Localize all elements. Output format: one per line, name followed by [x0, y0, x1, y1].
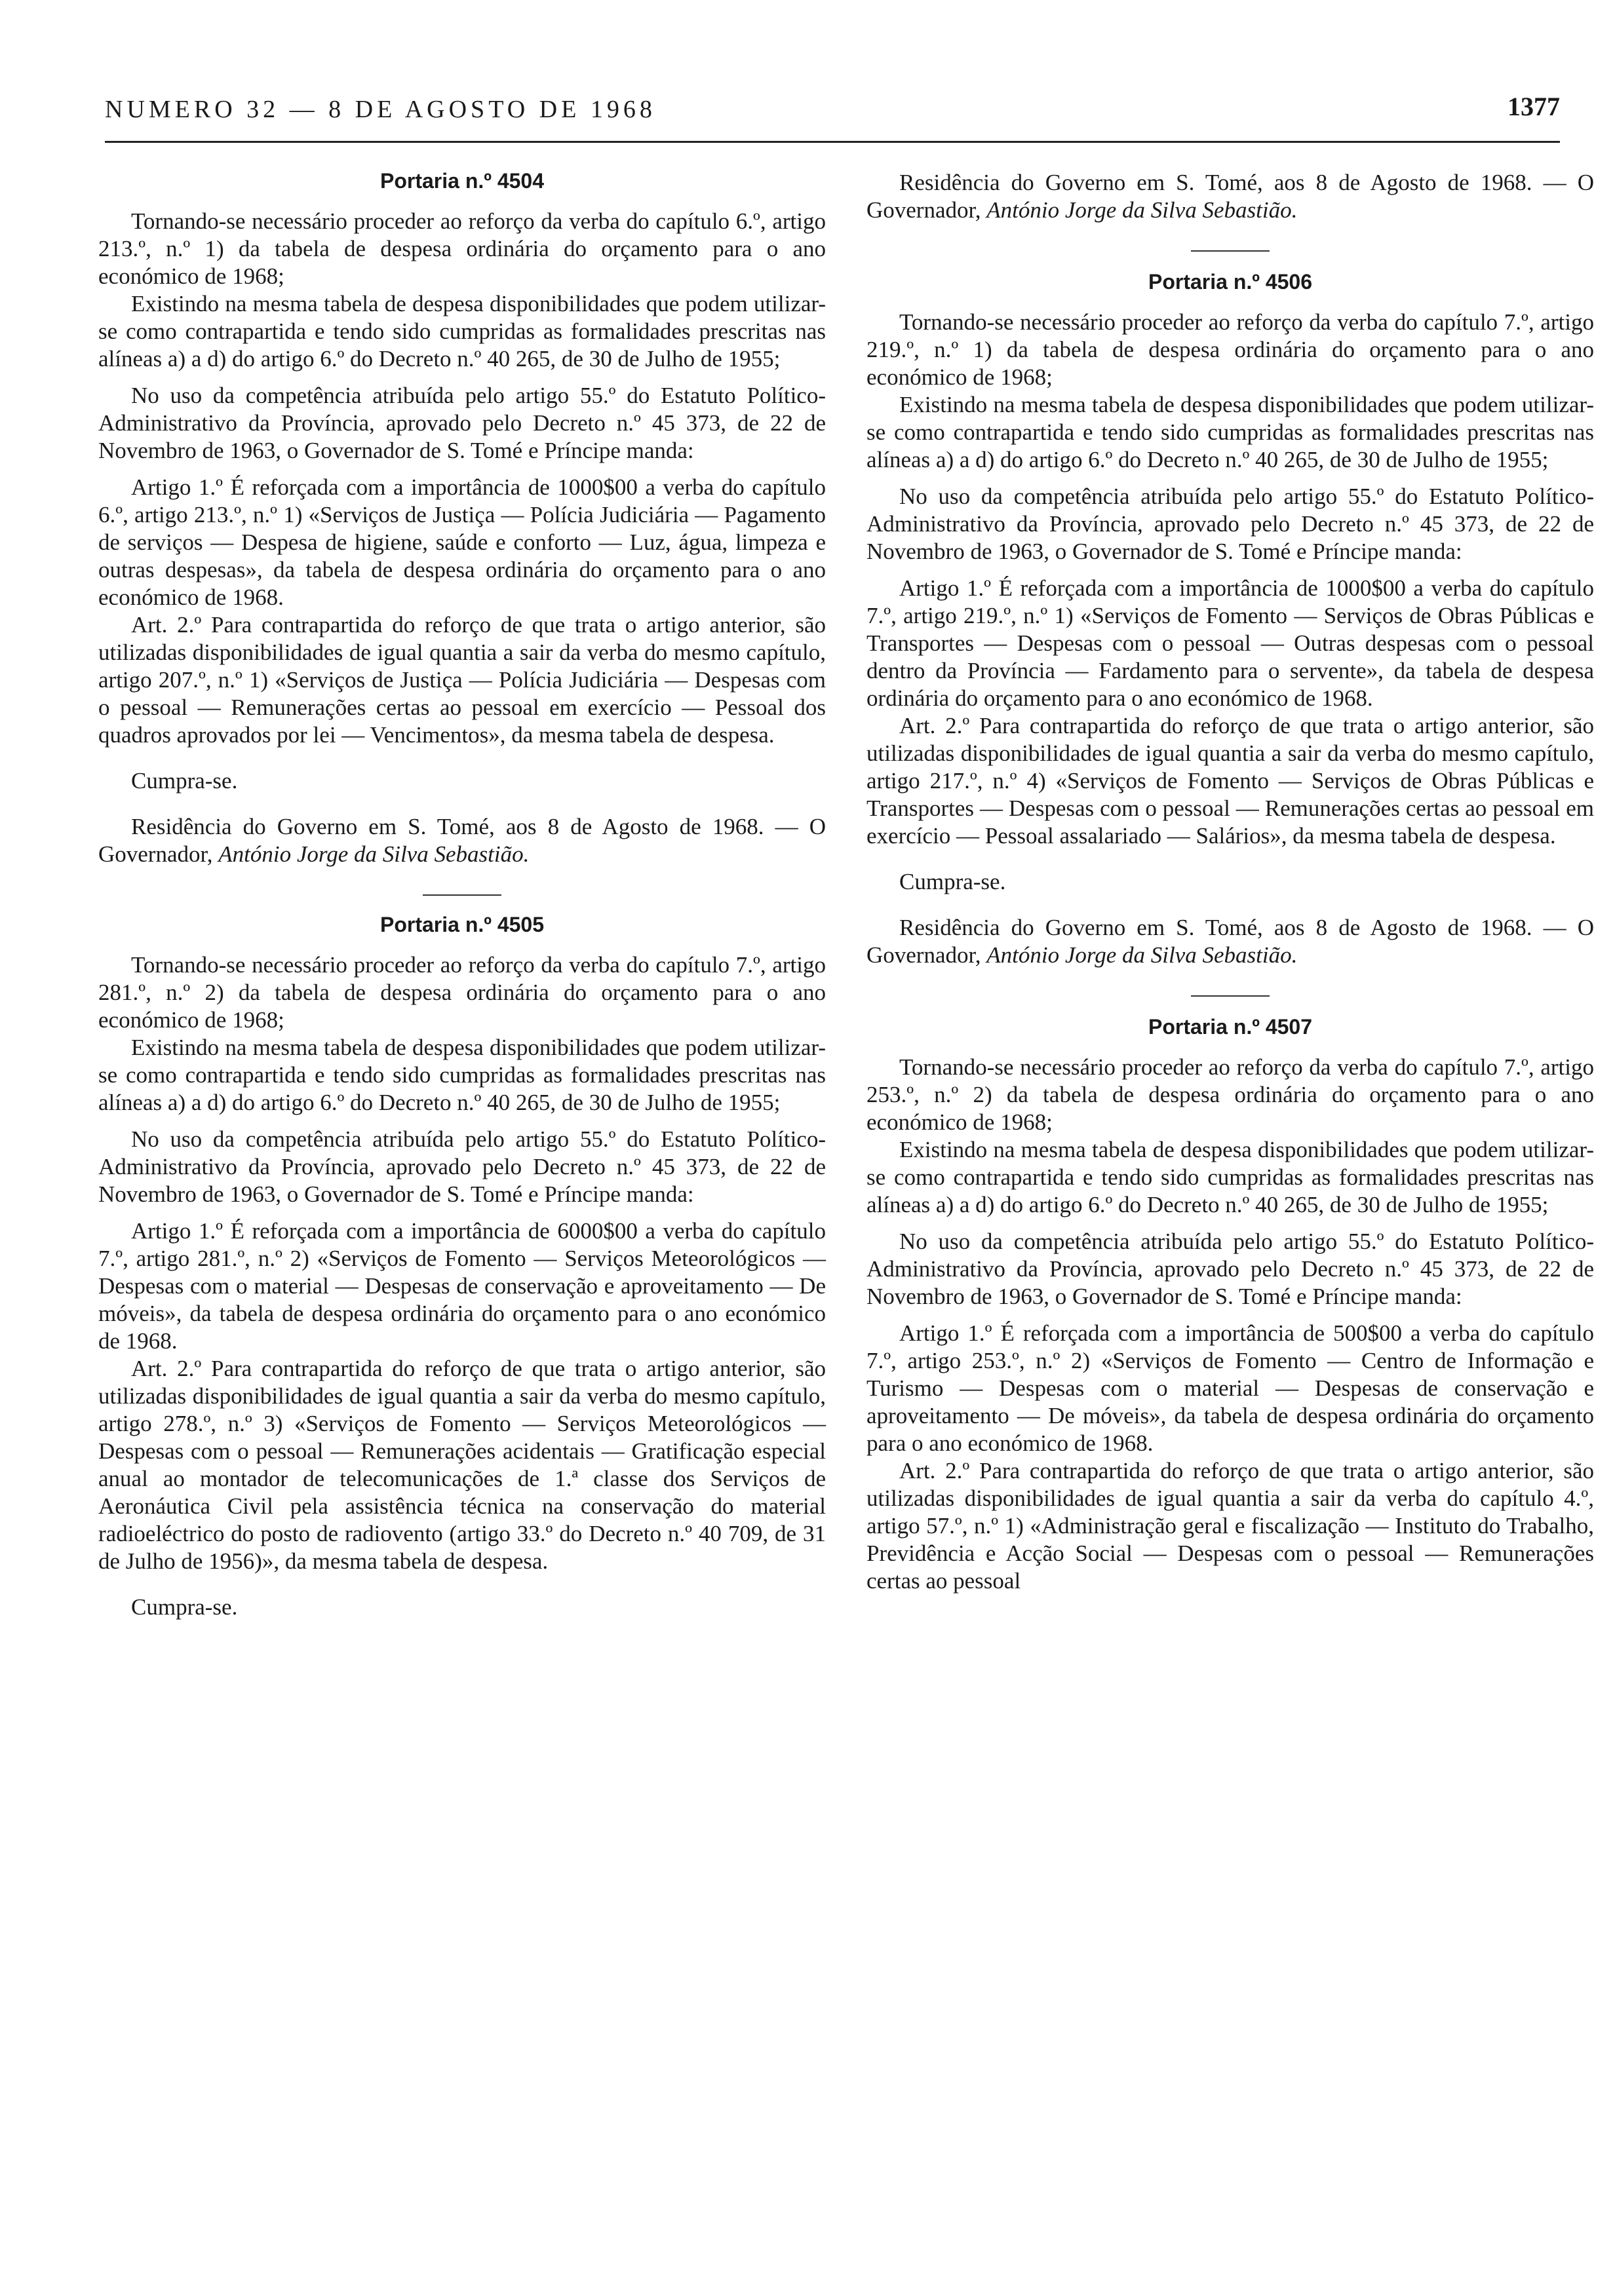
paragraph: No uso da competência atribuída pelo artigo 55.º do Estatuto Político-Administrativo da Província, aprovado pelo Decreto n.º 45 373, de 22 de Novembro de 1963, o Governador de S. Tomé e Príncipe manda: — [98, 383, 826, 463]
signature: António Jorge da Silva Sebastião. — [986, 942, 1298, 968]
portaria-4504 — [98, 169, 826, 868]
paragraph: Art. 2.º Para contrapartida do reforço de que trata o artigo anterior, são utilizadas disponibilidades de igual quantia a sair da verba do capítulo 4.º, artigo 57.º, n.º 1) «Administração geral e fiscalização — Instituto do Trabalho, Previdência e Acção Social — Despesas com o pessoal — Remunerações certas ao pessoal — [866, 1458, 1594, 1594]
paragraph: Art. 2.º Para contrapartida do reforço de que trata o artigo anterior, são utilizadas disponibilidades de igual quantia a sair da verba do mesmo capítulo, artigo 217.º, n.º 4) «Serviços de Fomento — Serviços de Obras Públicas e Transportes — Despesas com o pessoal — Remunerações certas ao pessoal em exercício — Pessoal assalariado — Salários», da mesma tabela de despesa. — [866, 713, 1594, 849]
paragraph: Art. 2.º Para contrapartida do reforço de que trata o artigo anterior, são utilizadas disponibilidades de igual quantia a sair da verba do mesmo capítulo, artigo 278.º, n.º 3) «Serviços de Fomento — Serviços Meteorológicos — Despesas com o pessoal — Remunerações acidentais — Gratificação especial anual ao montador de telecomunicações de 1.ª classe dos Serviços de Aeronáutica Civil pela assistência técnica na conservação do material radioeléctrico do posto de radiovento (artigo 33.º do Decreto n.º 40 709, de 31 de Julho de 1956)», da mesma tabela de despesa. — [98, 1356, 826, 1574]
paragraph: Existindo na mesma tabela de despesa disponibilidades que podem utilizar-se como contrapartida e tendo sido cumpridas as formalidades prescritas nas alíneas a) a d) do artigo 6.º do Decreto n.º 40 265, de 30 de Julho de 1955; — [866, 1137, 1594, 1217]
separator — [423, 894, 501, 896]
signature: António Jorge da Silva Sebastião. — [218, 841, 530, 867]
page-number: 1377 — [1508, 92, 1560, 121]
page-header — [105, 88, 1560, 143]
paragraph: Tornando-se necessário proceder ao reforço da verba do capítulo 7.º, artigo 219.º, n.º 1) da tabela de despesa ordinária do orçamento para o ano económico de 1968; — [866, 309, 1594, 390]
right-column — [866, 169, 1594, 1595]
portaria-4505 — [98, 913, 826, 1621]
paragraph: No uso da competência atribuída pelo artigo 55.º do Estatuto Político-Administrativo da Província, aprovado pelo Decreto n.º 45 373, de 22 de Novembro de 1963, o Governador de S. Tomé e Príncipe manda: — [866, 484, 1594, 564]
left-column — [98, 169, 826, 1621]
closing-line: Residência do Governo em S. Tomé, aos 8 de Agosto de 1968. — O Governador, António Jorge da Silva Sebastião. — [866, 170, 1594, 223]
paragraph: No uso da competência atribuída pelo artigo 55.º do Estatuto Político-Administrativo da Província, aprovado pelo Decreto n.º 45 373, de 22 de Novembro de 1963, o Governador de S. Tomé e Príncipe manda: — [866, 1229, 1594, 1309]
paragraph: Artigo 1.º É reforçada com a importância de 6000$00 a verba do capítulo 7.º, artigo 281.º, n.º 2) «Serviços de Fomento — Serviços Meteorológicos — Despesas com o material — Despesas de conservação e aproveitamento — De móveis», da tabela de despesa ordinária do orçamento para o ano económico de 1968. — [98, 1218, 826, 1354]
paragraph: Existindo na mesma tabela de despesa disponibilidades que podem utilizar-se como contrapartida e tendo sido cumpridas as formalidades prescritas nas alíneas a) a d) do artigo 6.º do Decreto n.º 40 265, de 30 de Julho de 1955; — [98, 291, 826, 372]
paragraph: Cumpra-se. — [131, 768, 238, 794]
separator — [1191, 995, 1270, 997]
paragraph: Tornando-se necessário proceder ao reforço da verba do capítulo 7.º, artigo 253.º, n.º 2) da tabela de despesa ordinária do orçamento para o ano económico de 1968; — [866, 1054, 1594, 1135]
issue-line: NUMERO 32 — 8 DE AGOSTO DE 1968 — [105, 96, 656, 123]
portaria-4507 — [866, 1015, 1594, 1595]
portaria-title: Portaria n.º 4506 — [1148, 270, 1313, 294]
paragraph: Cumpra-se. — [899, 869, 1006, 894]
paragraph: Existindo na mesma tabela de despesa disponibilidades que podem utilizar-se como contrapartida e tendo sido cumpridas as formalidades prescritas nas alíneas a) a d) do artigo 6.º do Decreto n.º 40 265, de 30 de Julho de 1955; — [98, 1035, 826, 1115]
portaria-title: Portaria n.º 4507 — [1148, 1015, 1313, 1039]
signature: António Jorge da Silva Sebastião. — [986, 197, 1298, 223]
paragraph: Existindo na mesma tabela de despesa disponibilidades que podem utilizar-se como contrapartida e tendo sido cumpridas as formalidades prescritas nas alíneas a) a d) do artigo 6.º do Decreto n.º 40 265, de 30 de Julho de 1955; — [866, 392, 1594, 472]
closing-line: Residência do Governo em S. Tomé, aos 8 de Agosto de 1968. — O Governador, António Jorge da Silva Sebastião. — [866, 915, 1594, 968]
paragraph: No uso da competência atribuída pelo artigo 55.º do Estatuto Político-Administrativo da Província, aprovado pelo Decreto n.º 45 373, de 22 de Novembro de 1963, o Governador de S. Tomé e Príncipe manda: — [98, 1126, 826, 1207]
paragraph: Artigo 1.º É reforçada com a importância de 1000$00 a verba do capítulo 7.º, artigo 219.º, n.º 1) «Serviços de Fomento — Serviços de Obras Públicas e Transportes — Despesas com o pessoal — Outras despesas com o pessoal dentro da Província — Fardamento para o servente», da tabela de despesa ordinária do orçamento para o ano económico de 1968. — [866, 575, 1594, 711]
separator — [1191, 250, 1270, 252]
portaria-4506 — [866, 270, 1594, 969]
portaria-title: Portaria n.º 4504 — [379, 169, 545, 193]
paragraph: Tornando-se necessário proceder ao reforço da verba do capítulo 6.º, artigo 213.º, n.º 1) da tabela de despesa ordinária do orçamento para o ano económico de 1968; — [98, 208, 826, 289]
paragraph: Artigo 1.º É reforçada com a importância de 500$00 a verba do capítulo 7.º, artigo 253.º, n.º 2) «Serviços de Fomento — Centro de Informação e Turismo — Despesas com o material — Despesas de conservação e aproveitamento — De móveis», da tabela de despesa ordinária do orçamento para o ano económico de 1968. — [866, 1320, 1594, 1456]
portaria-title: Portaria n.º 4505 — [379, 913, 545, 936]
paragraph: Tornando-se necessário proceder ao reforço da verba do capítulo 7.º, artigo 281.º, n.º 2) da tabela de despesa ordinária do orçamento para o ano económico de 1968; — [98, 952, 826, 1033]
paragraph: Artigo 1.º É reforçada com a importância de 1000$00 a verba do capítulo 6.º, artigo 213.º, n.º 1) «Serviços de Justiça — Polícia Judiciária — Pagamento de serviços — Despesa de higiene, saúde e conforto — Luz, água, limpeza e outras despesas», da tabela de despesa ordinária do orçamento para o ano económico de 1968. — [98, 474, 826, 610]
closing-line: Residência do Governo em S. Tomé, aos 8 de Agosto de 1968. — O Governador, António Jorge da Silva Sebastião. — [98, 814, 826, 867]
paragraph: Art. 2.º Para contrapartida do reforço de que trata o artigo anterior, são utilizadas disponibilidades de igual quantia a sair da verba do mesmo capítulo, artigo 207.º, n.º 1) «Serviços de Justiça — Polícia Judiciária — Despesas com o pessoal — Remunerações certas ao pessoal em exercício — Pessoal dos quadros aprovados por lei — Vencimentos», da mesma tabela de despesa. — [98, 612, 826, 748]
portaria-4505-closing — [866, 169, 1594, 224]
paragraph: Cumpra-se. — [131, 1594, 238, 1620]
